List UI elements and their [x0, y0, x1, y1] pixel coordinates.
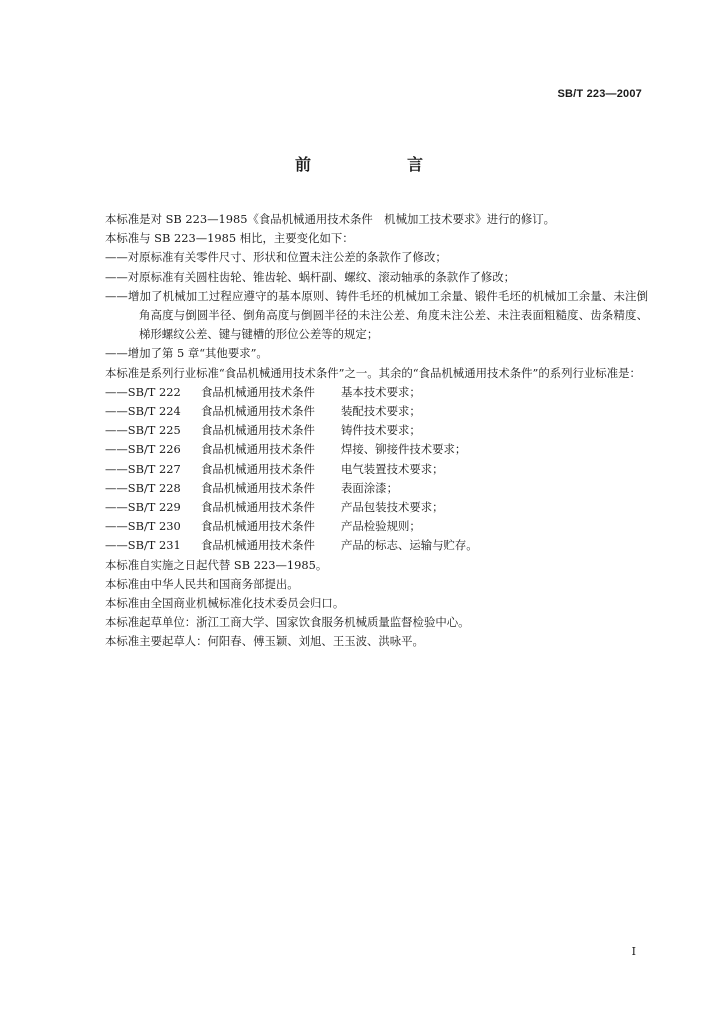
series-title: 食品机械通用技术条件: [201, 442, 315, 457]
standard-number: ——SB/T 222: [105, 384, 181, 399]
standard-number: ——SB/T 227: [105, 461, 181, 476]
list-item: [82, 440, 648, 459]
standard-name: 电气装置技术要求；: [341, 461, 444, 476]
standard-code: SB/T 223—2007: [557, 88, 642, 100]
change-item: ——对原标准有关零件尺寸、形状和位置未注公差的条款作了修改；: [105, 250, 447, 265]
series-title: 食品机械通用技术条件: [201, 404, 315, 419]
list-item: [82, 536, 648, 555]
standard-number: ——SB/T 231: [105, 538, 181, 553]
series-title: 食品机械通用技术条件: [201, 500, 315, 515]
list-item: [82, 421, 648, 440]
standard-number: ——SB/T 226: [105, 442, 181, 457]
paragraph-drafting-units: 本标准起草单位：浙江工商大学、国家饮食服务机械质量监督检验中心。: [105, 615, 470, 630]
paragraph-under-jurisdiction: 本标准由全国商业机械标准化技术委员会归口。: [105, 596, 345, 611]
foreword-body: [82, 210, 648, 652]
page-title: 前 言: [294, 155, 463, 174]
series-title: 食品机械通用技术条件: [201, 461, 315, 476]
series-standards-list: [82, 383, 648, 556]
standard-name: 表面涂漆；: [341, 480, 398, 495]
change-item: ——增加了第 5 章“其他要求”。: [105, 346, 268, 361]
list-item: [82, 517, 648, 536]
paragraph-drafters: 本标准主要起草人：何阳春、傅玉颖、刘旭、王玉波、洪咏平。: [105, 634, 424, 649]
standard-name: 铸件技术要求；: [341, 423, 421, 438]
series-title: 食品机械通用技术条件: [201, 538, 315, 553]
list-item: [82, 479, 648, 498]
series-title: 食品机械通用技术条件: [201, 519, 315, 534]
series-title: 食品机械通用技术条件: [201, 384, 315, 399]
standard-name: 基本技术要求；: [341, 384, 421, 399]
standard-name: 装配技术要求；: [341, 404, 421, 419]
list-item: [82, 402, 648, 421]
standard-name: 产品的标志、运输与贮存。: [341, 538, 478, 553]
standard-number: ——SB/T 230: [105, 519, 181, 534]
paragraph-proposed-by: 本标准由中华人民共和国商务部提出。: [105, 576, 299, 591]
change-item: ——对原标准有关圆柱齿轮、锥齿轮、蜗杆副、螺纹、滚动轴承的条款作了修改；: [105, 269, 516, 284]
standard-number: ——SB/T 229: [105, 500, 181, 515]
page-number: I: [631, 945, 636, 958]
list-item: [82, 460, 648, 479]
list-item: [82, 498, 648, 517]
paragraph-series-intro: 本标准是系列行业标准“食品机械通用技术条件”之一。其余的“食品机械通用技术条件”的系列行业标准是：: [105, 365, 641, 380]
series-title: 食品机械通用技术条件: [201, 480, 315, 495]
paragraph-changes-intro: 本标准与 SB 223—1985 相比，主要变化如下：: [105, 231, 354, 246]
standard-name: 产品检验规则；: [341, 519, 421, 534]
list-item: [82, 383, 648, 402]
standard-number: ——SB/T 224: [105, 404, 181, 419]
standard-name: 产品包装技术要求；: [341, 500, 444, 515]
series-title: 食品机械通用技术条件: [201, 423, 315, 438]
paragraph-replaces: 本标准自实施之日起代替 SB 223—1985。: [105, 557, 328, 572]
paragraph-revision-note: 本标准是对 SB 223—1985《食品机械通用技术条件 机械加工技术要求》进行的修订。: [105, 212, 556, 226]
standard-name: 焊接、铆接件技术要求；: [341, 442, 467, 457]
standard-number: ——SB/T 228: [105, 480, 181, 495]
change-item: ——增加了机械加工过程应遵守的基本原则、铸件毛坯的机械加工余量、锻件毛坯的机械加工余量、未注倒角高度与倒圆半径、倒角高度与倒圆半径的未注公差、角度未注公差、未注表面粗糙度、齿条精度、梯形螺纹公差、键与键槽的形位公差等的规定；: [105, 288, 648, 342]
standard-number: ——SB/T 225: [105, 423, 181, 438]
